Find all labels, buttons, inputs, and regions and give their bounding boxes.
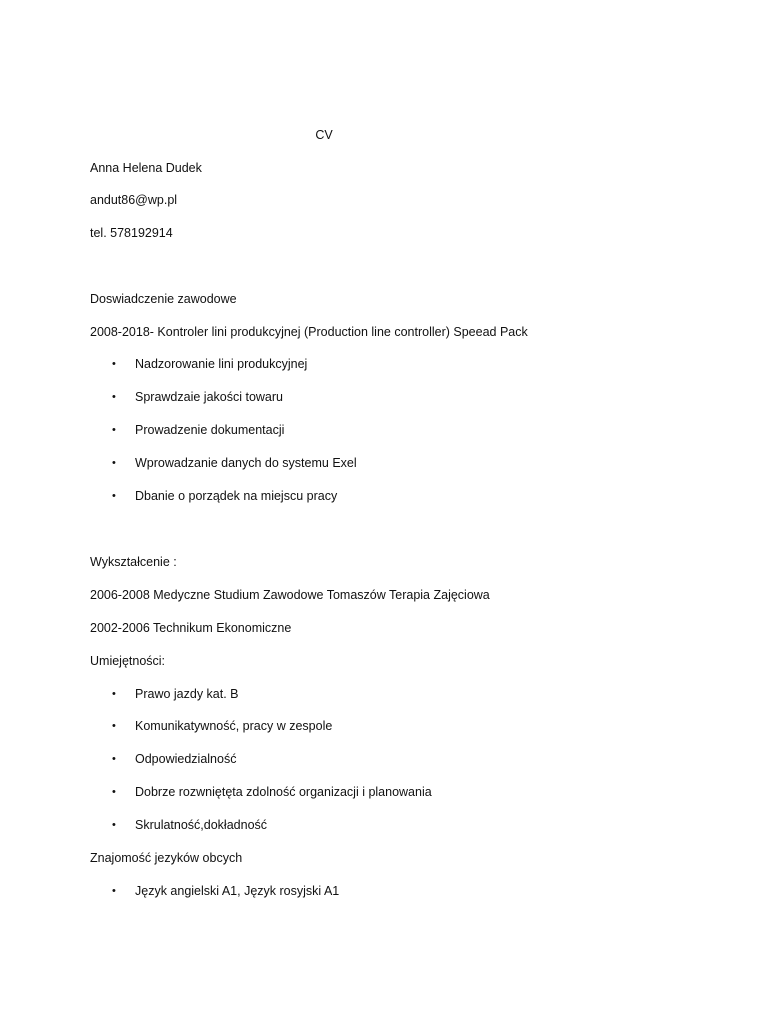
duty-text: Prowadzenie dokumentacji [135, 423, 285, 437]
bullet-icon: • [112, 885, 116, 897]
bullet-icon: • [112, 457, 116, 469]
contact-phone: tel. 578192914 [90, 226, 173, 240]
experience-entry: 2008-2018- Kontroler lini produkcyjnej (Production line controller) Speead Pack [90, 325, 528, 339]
education-heading: Wykształcenie : [90, 555, 177, 569]
skill-text: Dobrze rozwniętęta zdolność organizacji i planowania [135, 785, 432, 799]
bullet-icon: • [112, 358, 116, 370]
contact-email: andut86@wp.pl [90, 193, 178, 207]
list-item [112, 817, 267, 833]
document-title: CV [315, 128, 333, 142]
language-text: Język angielski A1, Język rosyjski A1 [135, 884, 340, 898]
skill-text: Odpowiedzialność [135, 752, 237, 766]
duty-text: Wprowadzanie danych do systemu Exel [135, 456, 357, 470]
bullet-icon: • [112, 391, 116, 403]
education-entry: 2006-2008 Medyczne Studium Zawodowe Tomaszów Terapia Zajęciowa [90, 588, 490, 602]
experience-heading: Doswiadczenie zawodowe [90, 292, 237, 306]
duty-text: Dbanie o porządek na miejscu pracy [135, 489, 338, 503]
list-item [112, 751, 236, 767]
bullet-icon: • [112, 490, 116, 502]
list-item [112, 422, 284, 438]
list-item [112, 784, 432, 800]
education-entry: 2002-2006 Technikum Ekonomiczne [90, 621, 292, 635]
skills-heading: Umiejętności: [90, 654, 166, 668]
bullet-icon: • [112, 819, 116, 831]
list-item [112, 389, 283, 405]
bullet-icon: • [112, 424, 116, 436]
candidate-name: Anna Helena Dudek [90, 161, 202, 175]
list-item [112, 686, 239, 702]
list-item [112, 455, 357, 471]
duty-text: Nadzorowanie lini produkcyjnej [135, 357, 308, 371]
list-item [112, 488, 337, 504]
bullet-icon: • [112, 720, 116, 732]
list-item [112, 883, 339, 899]
bullet-icon: • [112, 753, 116, 765]
languages-heading: Znajomość jezyków obcych [90, 851, 243, 865]
skill-text: Komunikatywność, pracy w zespole [135, 719, 333, 733]
list-item [112, 356, 307, 372]
bullet-icon: • [112, 688, 116, 700]
list-item [112, 718, 332, 734]
skill-text: Skrulatność,dokładność [135, 818, 268, 832]
skill-text: Prawo jazdy kat. B [135, 687, 239, 701]
duty-text: Sprawdzaie jakości towaru [135, 390, 283, 404]
bullet-icon: • [112, 786, 116, 798]
